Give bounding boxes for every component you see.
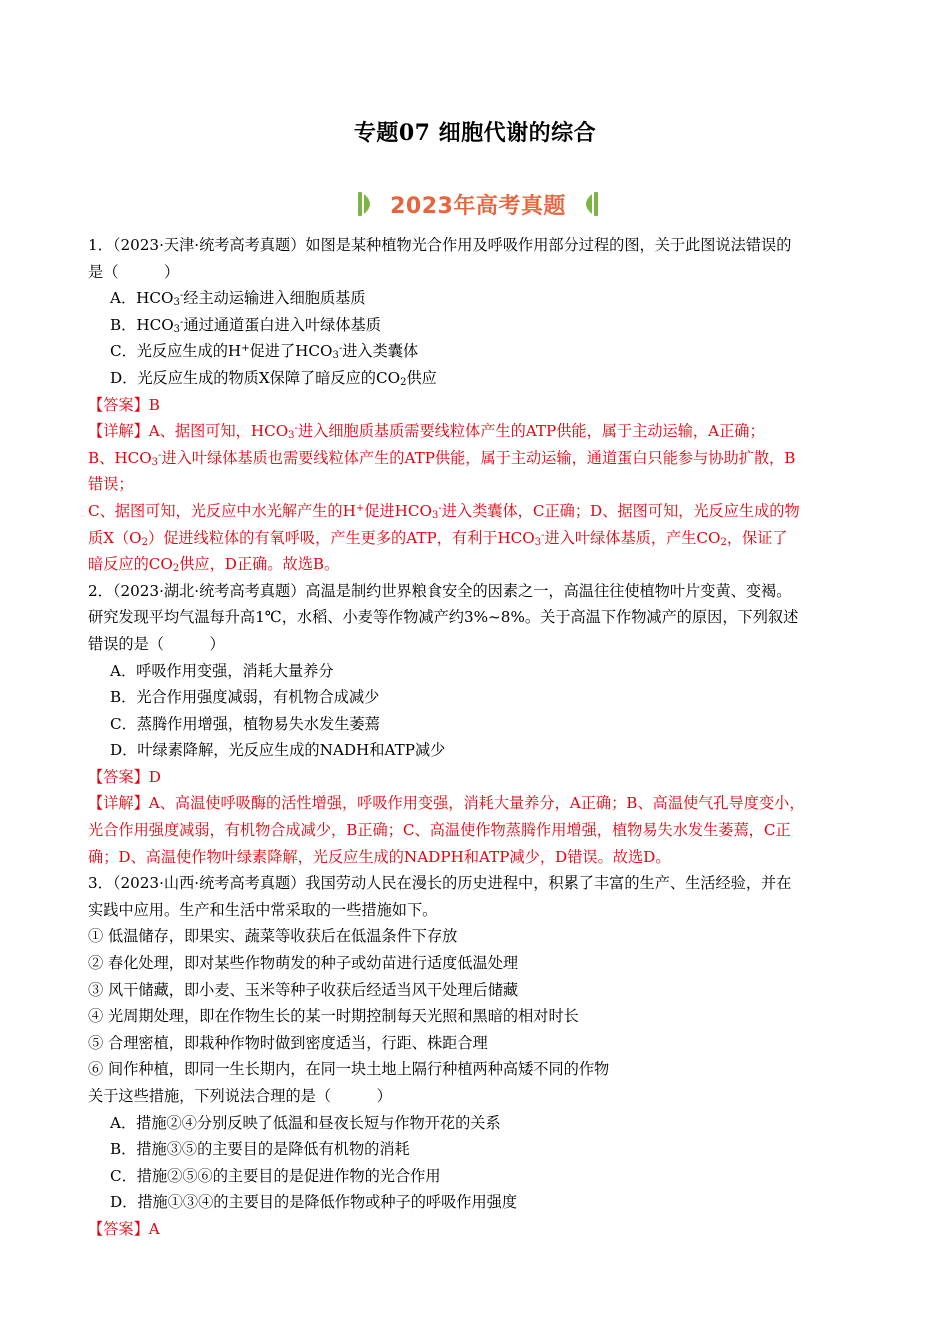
page-title: 专题07 细胞代谢的综合	[353, 120, 597, 146]
answer-line	[88, 1216, 868, 1243]
answer-value: D	[148, 767, 161, 786]
option-c: C．措施②⑤⑥的主要目的是促进作物的光合作用	[110, 1166, 441, 1185]
question-stem: 是（ ）	[88, 262, 180, 281]
section-banner	[356, 186, 600, 222]
question-stem: 研究发现平均气温每升高1℃，水稻、小麦等作物减产约3%~8%。关于高温下作物减产的原因，下列叙述	[88, 608, 799, 627]
measure-item: ⑥ 间作种植，即同一生长期内，在同一块土地上隔行种植两种高矮不同的作物	[88, 1060, 610, 1079]
question-2	[88, 578, 868, 871]
option-b: B．$HCO_3^-$通过通道蛋白进入叶绿体基质	[110, 315, 381, 335]
banner-left-ornament-icon	[356, 186, 378, 222]
question-stem: 2．（2023·湖北·统考高考真题）高温是制约世界粮食安全的因素之一，高温往往使植物叶片变黄、变褐。	[88, 581, 792, 600]
question-prompt: 关于这些措施，下列说法合理的是（ ）	[88, 1087, 392, 1105]
answer-line	[88, 764, 868, 791]
answer-tag: 【答案】	[88, 1219, 149, 1238]
option-d: D．叶绿素降解，光反应生成的NADH和ATP减少	[110, 741, 446, 760]
question-3	[88, 870, 868, 1242]
banner-label: 2023年高考真题	[390, 194, 566, 219]
question-stem: 3．（2023·山西·统考高考真题）我国劳动人民在漫长的历史进程中，积累了丰富的生产、生活经验，并在	[88, 874, 792, 893]
measure-item: ① 低温储存，即果实、蔬菜等收获后在低温条件下存放	[88, 927, 458, 946]
explanation-tag: 【详解】	[88, 794, 149, 813]
explanation-tag: 【详解】	[88, 422, 149, 441]
option-a: A．措施②④分别反映了低温和昼夜长短与作物开花的关系	[110, 1113, 501, 1132]
question-stem: 实践中应用。生产和生活中常采取的一些措施如下。	[88, 900, 438, 919]
explanation: 【详解】A、据图可知，$HCO_3^-$进入细胞质基质需要线粒体产生的ATP供能，属于主动运输，A正确； B、$HCO_3^-$进入叶绿体基质也需要线粒体产生的ATP供能，属于主动运输，通道蛋白只能参与协助扩散，B 错误； C、据图可知，光反应中水光解产生的H+促进$HCO_3^-$进入类囊体，C正确；D、据图可知，光反应生成的物 质$X(O_2)$促进线粒体的有氧呼吸，产生更多的ATP，有利于$HCO_3^-$进入叶绿体基质，产生$CO_2$，保证了 暗反应的$CO_2$供应，D正确。故选B。	[88, 422, 800, 575]
option-c: C．蒸腾作用增强，植物易失水发生萎蔫	[110, 714, 380, 733]
answer-line	[88, 392, 868, 419]
option-b: B．措施③⑤的主要目的是降低有机物的消耗	[110, 1140, 410, 1159]
answer-value: A	[148, 1219, 160, 1238]
option-d: D．措施①③④的主要目的是降低作物或种子的呼吸作用强度	[110, 1193, 518, 1212]
measure-item: ③ 风干储藏，即小麦、玉米等种子收获后经适当风干处理后储藏	[88, 980, 519, 999]
explanation: 【详解】A、高温使呼吸酶的活性增强，呼吸作用变强，消耗大量养分，A正确；B、高温使气孔导度变小， 光合作用强度减弱，有机物合成减少，B正确；C、高温使作物蒸腾作用增强，植物易失水发生萎蔫，C正 确；D、高温使作物叶绿素降解，光反应生成的NADPH和ATP减少，D错误。故选D。	[88, 794, 805, 866]
option-d: D．光反应生成的物质X保障了暗反应的$CO_2$供应	[110, 368, 437, 388]
question-stem: 1．（2023·天津·统考高考真题）如图是某种植物光合作用及呼吸作用部分过程的图，关于此图说法错误的	[88, 236, 792, 254]
question-stem: 错误的是（ ）	[88, 634, 225, 653]
measure-item: ④ 光周期处理，即在作物生长的某一时期控制每天光照和黑暗的相对时长	[88, 1007, 579, 1026]
option-a: A．呼吸作用变强，消耗大量养分	[110, 661, 334, 680]
answer-tag: 【答案】	[88, 767, 149, 786]
option-c: C．光反应生成的H+促进了$HCO_3^-$进入类囊体	[110, 342, 419, 362]
answer-value: B	[148, 395, 160, 414]
measure-item: ⑤ 合理密植，即栽种作物时做到密度适当，行距、株距合理	[88, 1033, 488, 1052]
question-1	[88, 232, 868, 578]
option-b: B．光合作用强度减弱，有机物合成减少	[110, 688, 380, 707]
answer-tag: 【答案】	[88, 395, 149, 414]
banner-right-ornament-icon	[578, 186, 600, 222]
measure-item: ② 春化处理，即对某些作物萌发的种子或幼苗进行适度低温处理	[88, 954, 519, 973]
option-a: A．$HCO_3^-$经主动运输进入细胞质基质	[110, 289, 366, 309]
question-list	[88, 232, 868, 1243]
